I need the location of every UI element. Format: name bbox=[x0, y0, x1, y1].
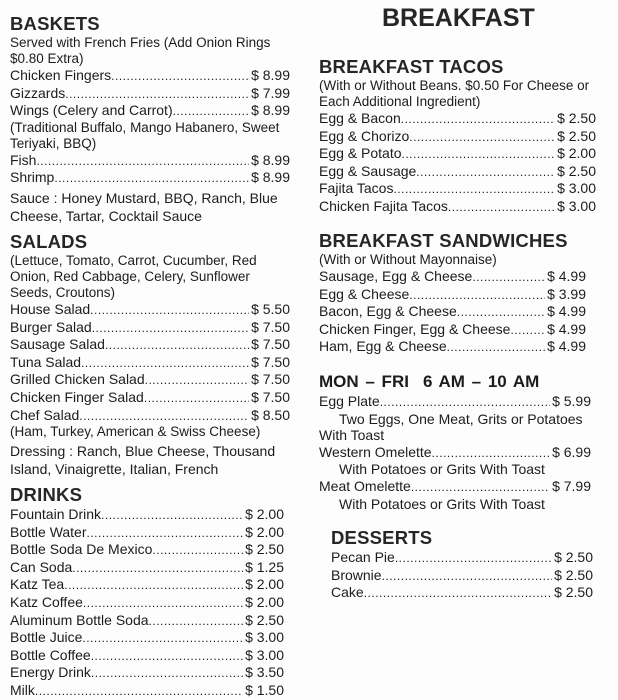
section-tacos bbox=[319, 56, 596, 216]
menu-item bbox=[319, 338, 586, 356]
item-name: Meat Omelette bbox=[319, 477, 411, 494]
options-note: Sauce : Honey Mustard, BBQ, Ranch, Blue Cheese, Tartar, Cocktail Sauce bbox=[10, 189, 278, 224]
section-heading: BREAKFAST TACOS bbox=[319, 56, 504, 77]
menu-item bbox=[10, 594, 284, 612]
item-name: Egg Plate bbox=[319, 393, 380, 409]
section-heading: DRINKS bbox=[10, 484, 83, 505]
menu-item bbox=[10, 169, 290, 187]
item-price: $ 4.99 bbox=[547, 303, 586, 320]
menu-item bbox=[331, 584, 593, 602]
menu-item bbox=[319, 393, 591, 411]
item-name: House Salad bbox=[10, 301, 91, 317]
dot-leader bbox=[432, 444, 551, 462]
dot-leader bbox=[92, 319, 249, 337]
hours-text: 6 AM – 10 AM bbox=[422, 372, 540, 391]
menu-item bbox=[319, 444, 591, 462]
item-price: $ 3.00 bbox=[557, 197, 596, 214]
dot-leader bbox=[105, 336, 249, 354]
item-price: $ 3.00 bbox=[245, 646, 284, 663]
section-note: (Lettuce, Tomato, Carrot, Cucumber, Red Onion, Red Cabbage, Celery, Sunflower Seeds, Croutons) bbox=[10, 253, 257, 300]
item-price: $ 7.50 bbox=[251, 336, 290, 353]
dot-leader bbox=[35, 682, 243, 700]
item-name: Shrimp bbox=[10, 169, 55, 186]
item-price: $ 3.99 bbox=[547, 285, 586, 302]
item-price: $ 2.50 bbox=[557, 162, 596, 179]
dot-leader bbox=[72, 559, 243, 577]
item-price: $ 8.99 bbox=[251, 67, 290, 83]
dot-leader bbox=[91, 664, 243, 682]
menu-item bbox=[10, 407, 290, 425]
item-price: $ 5.99 bbox=[552, 393, 591, 409]
item-price: $ 2.50 bbox=[554, 566, 593, 583]
item-description: With Toast bbox=[319, 427, 385, 444]
dot-leader bbox=[457, 303, 545, 321]
menu-item bbox=[319, 478, 591, 496]
menu-item bbox=[319, 180, 596, 198]
item-name: Chicken Finger, Egg & Cheese bbox=[319, 320, 511, 337]
item-name: Ham, Egg & Cheese bbox=[319, 338, 447, 355]
menu-item bbox=[10, 647, 284, 665]
dot-leader bbox=[111, 67, 249, 85]
menu-item bbox=[10, 152, 290, 170]
section-heading: DESSERTS bbox=[331, 527, 433, 548]
menu-item bbox=[319, 198, 596, 216]
menu-item bbox=[10, 541, 284, 559]
item-name: Bottle Juice bbox=[10, 629, 83, 646]
menu-item bbox=[10, 576, 284, 594]
dot-leader bbox=[416, 163, 555, 181]
item-price: $ 1.50 bbox=[245, 681, 284, 698]
menu-item bbox=[319, 145, 596, 163]
section-note: (With or Without Beans. $0.50 For Cheese or Each Additional Ingredient) bbox=[319, 78, 590, 109]
dot-leader bbox=[90, 301, 249, 319]
dot-leader bbox=[448, 198, 555, 216]
section-note: (With or Without Mayonnaise) bbox=[319, 252, 497, 267]
item-price: $ 8.99 bbox=[251, 169, 290, 186]
hours-text: MON – FRI bbox=[319, 372, 409, 391]
dot-leader bbox=[401, 110, 555, 128]
item-name: Egg & Potato bbox=[319, 145, 402, 162]
item-price: $ 7.50 bbox=[251, 353, 290, 370]
menu-item bbox=[331, 549, 593, 567]
item-name: Chef Salad bbox=[10, 406, 80, 423]
menu-item bbox=[10, 336, 290, 354]
menu-item bbox=[10, 371, 290, 389]
section-salads bbox=[10, 231, 290, 478]
menu-item bbox=[10, 102, 290, 120]
dot-leader bbox=[79, 407, 249, 425]
item-name: Grilled Chicken Salad bbox=[10, 371, 145, 388]
menu-item bbox=[319, 268, 586, 286]
dot-leader bbox=[380, 393, 550, 411]
item-description: Two Eggs, One Meat, Grits or Potatoes bbox=[339, 410, 583, 427]
item-price: $ 3.00 bbox=[557, 180, 596, 197]
item-name: Egg & Sausage bbox=[319, 162, 417, 179]
item-description: With Potatoes or Grits With Toast bbox=[339, 461, 545, 478]
dot-leader bbox=[101, 506, 243, 524]
item-price: $ 4.99 bbox=[547, 338, 586, 355]
menu-item bbox=[10, 559, 284, 577]
item-price: $ 2.50 bbox=[554, 549, 593, 565]
section-sandwiches bbox=[319, 230, 586, 356]
dot-leader bbox=[65, 85, 249, 103]
menu-item bbox=[10, 85, 290, 103]
dot-leader bbox=[447, 338, 545, 356]
item-price: $ 2.00 bbox=[245, 523, 284, 540]
section-heading: BREAKFAST SANDWICHES bbox=[319, 230, 568, 251]
item-name: Sausage, Egg & Cheese bbox=[319, 268, 473, 284]
section-drinks bbox=[10, 484, 284, 700]
menu-item bbox=[10, 629, 284, 647]
menu-item bbox=[10, 301, 290, 319]
section-note: (Traditional Buffalo, Mango Habanero, Sweet Teriyaki, BBQ) bbox=[10, 119, 280, 151]
item-price: $ 2.00 bbox=[245, 576, 284, 593]
item-name: Pecan Pie bbox=[331, 549, 395, 565]
menu-item bbox=[319, 321, 586, 339]
item-price: $ 2.50 bbox=[554, 584, 593, 601]
dot-leader bbox=[91, 647, 243, 665]
item-price: $ 5.50 bbox=[251, 301, 290, 317]
dot-leader bbox=[36, 152, 249, 170]
dot-leader bbox=[409, 286, 545, 304]
item-name: Chicken Fingers bbox=[10, 67, 112, 83]
menu-item bbox=[10, 389, 290, 407]
section-desserts bbox=[331, 527, 593, 602]
menu-title: BREAKFAST bbox=[382, 4, 535, 32]
menu-item bbox=[10, 612, 284, 630]
menu-item bbox=[319, 303, 586, 321]
item-name: Bottle Water bbox=[10, 523, 87, 540]
item-price: $ 2.50 bbox=[245, 541, 284, 558]
hours-heading bbox=[319, 371, 591, 393]
item-name: Egg & Chorizo bbox=[319, 127, 410, 144]
item-price: $ 7.99 bbox=[552, 477, 591, 494]
dot-leader bbox=[82, 629, 243, 647]
item-name: Bacon, Egg & Cheese bbox=[319, 303, 457, 320]
item-name: Fountain Drink bbox=[10, 506, 102, 522]
dot-leader bbox=[173, 102, 249, 120]
dot-leader bbox=[64, 576, 243, 594]
dot-leader bbox=[364, 584, 552, 602]
options-note: Dressing : Ranch, Blue Cheese, Thousand Island, Vinaigrette, Italian, French bbox=[10, 443, 276, 478]
dot-leader bbox=[393, 180, 555, 198]
item-price: $ 6.99 bbox=[552, 443, 591, 460]
item-price: $ 2.50 bbox=[557, 127, 596, 144]
item-name: Brownie bbox=[331, 566, 382, 583]
item-description: With Potatoes or Grits With Toast bbox=[339, 495, 545, 512]
section-note: (Ham, Turkey, American & Swiss Cheese) bbox=[10, 424, 261, 440]
section-heading: SALADS bbox=[10, 231, 88, 252]
item-name: Chicken Fajita Tacos bbox=[319, 197, 448, 214]
menu-item bbox=[319, 163, 596, 181]
item-price: $ 2.00 bbox=[557, 145, 596, 162]
item-name: Fish bbox=[10, 151, 37, 168]
item-name: Western Omelette bbox=[319, 443, 432, 460]
dot-leader bbox=[402, 145, 556, 163]
item-price: $ 7.50 bbox=[251, 318, 290, 335]
item-name: Aluminum Bottle Soda bbox=[10, 611, 149, 628]
item-name: Chicken Finger Salad bbox=[10, 388, 144, 405]
item-name: Tuna Salad bbox=[10, 353, 82, 370]
section-baskets bbox=[10, 13, 290, 225]
dot-leader bbox=[382, 567, 552, 585]
section-note: Served with French Fries (Add Onion Rings $0.80 Extra) bbox=[10, 35, 271, 66]
item-name: Katz Coffee bbox=[10, 593, 83, 610]
item-price: $ 2.00 bbox=[245, 506, 284, 522]
dot-leader bbox=[149, 612, 244, 630]
item-name: Egg & Cheese bbox=[319, 285, 410, 302]
item-price: $ 2.00 bbox=[245, 593, 284, 610]
item-price: $ 4.99 bbox=[547, 268, 586, 284]
menu-item bbox=[10, 67, 290, 85]
item-price: $ 7.50 bbox=[251, 371, 290, 388]
item-name: Can Soda bbox=[10, 558, 73, 575]
item-name: Sausage Salad bbox=[10, 336, 105, 353]
menu-item bbox=[319, 286, 586, 304]
item-name: Fajita Tacos bbox=[319, 180, 394, 197]
dot-leader bbox=[472, 268, 545, 286]
item-name: Energy Drink bbox=[10, 664, 91, 681]
dot-leader bbox=[409, 128, 555, 146]
item-price: $ 1.25 bbox=[245, 558, 284, 575]
item-name: Gizzards bbox=[10, 84, 66, 101]
dot-leader bbox=[83, 594, 243, 612]
section-heading: BASKETS bbox=[10, 13, 100, 34]
menu-item bbox=[10, 682, 284, 700]
dot-leader bbox=[145, 371, 249, 389]
item-price: $ 3.00 bbox=[245, 629, 284, 646]
item-name: Milk bbox=[10, 681, 35, 698]
menu-item bbox=[10, 354, 290, 372]
item-price: $ 3.50 bbox=[245, 664, 284, 681]
dot-leader bbox=[152, 541, 243, 559]
item-name: Bottle Coffee bbox=[10, 646, 91, 663]
dot-leader bbox=[411, 478, 550, 496]
item-name: Burger Salad bbox=[10, 318, 92, 335]
menu-item bbox=[10, 664, 284, 682]
item-name: Egg & Bacon bbox=[319, 110, 401, 126]
item-price: $ 8.99 bbox=[251, 151, 290, 168]
dot-leader bbox=[395, 549, 552, 567]
item-name: Cake bbox=[331, 584, 364, 601]
section-weekday bbox=[319, 371, 591, 512]
menu-item bbox=[10, 506, 284, 524]
item-price: $ 4.99 bbox=[547, 320, 586, 337]
item-price: $ 8.50 bbox=[251, 406, 290, 423]
menu-item bbox=[10, 524, 284, 542]
dot-leader bbox=[87, 524, 244, 542]
menu-item bbox=[319, 110, 596, 128]
dot-leader bbox=[81, 354, 249, 372]
item-price: $ 7.50 bbox=[251, 388, 290, 405]
dot-leader bbox=[54, 169, 249, 187]
item-price: $ 2.50 bbox=[245, 611, 284, 628]
item-price: $ 8.99 bbox=[251, 102, 290, 119]
menu-item bbox=[331, 567, 593, 585]
dot-leader bbox=[144, 389, 249, 407]
dot-leader bbox=[510, 321, 545, 339]
item-name: Katz Tea bbox=[10, 576, 65, 593]
menu-item bbox=[10, 319, 290, 337]
item-price: $ 2.50 bbox=[557, 110, 596, 126]
item-name: Bottle Soda De Mexico bbox=[10, 541, 153, 558]
menu-item bbox=[319, 128, 596, 146]
item-price: $ 7.99 bbox=[251, 84, 290, 101]
item-name: Wings (Celery and Carrot) bbox=[10, 102, 173, 119]
